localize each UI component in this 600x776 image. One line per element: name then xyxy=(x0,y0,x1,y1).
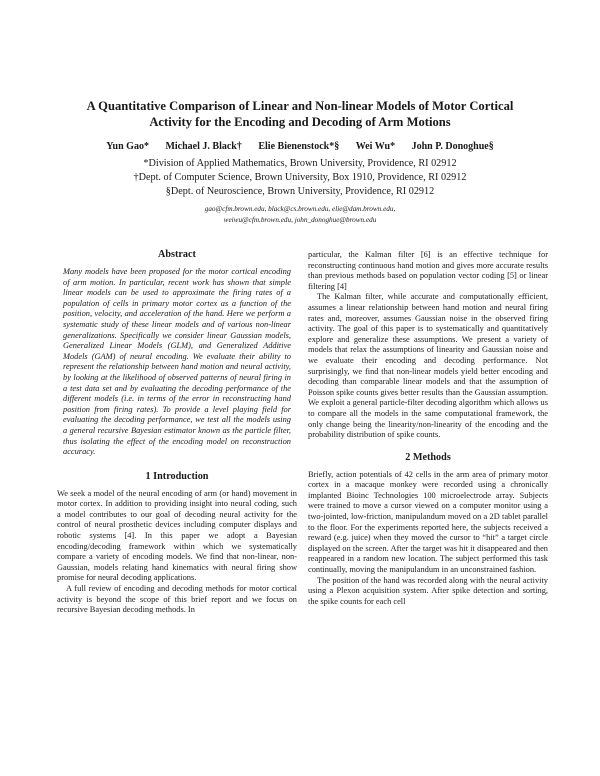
title-line-2: Activity for the Encoding and Decoding of Arm Motions xyxy=(149,115,451,129)
methods-heading: 2 Methods xyxy=(405,451,451,463)
introduction-paragraph: A full review of encoding and decoding methods for motor cortical activity is beyond the scope of this brief report and we focus on recursive Bayesian decoding methods. In xyxy=(57,584,297,615)
body-paragraph: particular, the Kalman filter [6] is an effective technique for reconstructing continuous hand motion and gives more accurate results than previous methods based on population vector coding [5] or linear filtering [4] xyxy=(308,250,548,291)
methods-paragraph: The position of the hand was recorded along with the neural activity using a Plexon acquisition system. After spike detection and sorting, the spike counts for each cell xyxy=(308,575,548,606)
author: Michael J. Black† xyxy=(165,141,242,152)
affiliation: §Dept. of Neuroscience, Brown University, Providence, RI 02912 xyxy=(165,186,435,197)
right-column xyxy=(308,250,548,607)
abstract-heading: Abstract xyxy=(158,249,196,260)
author: Elie Bienenstock*§ xyxy=(258,141,340,152)
author: Yun Gao* xyxy=(106,141,149,152)
left-column xyxy=(57,248,297,616)
author: Wei Wu* xyxy=(355,141,396,152)
body-paragraph: The Kalman filter, while accurate and computationally efficient, assumes a linear relationship between hand motion and neural firing rates and, moreover, assumes Gaussian noise in the observed firing activity. The goal of this paper is to systematically and quantitatively explore and generalize these assumptions. We present a variety of models that relax the assumptions of linearity and Gaussian noise and we evaluate their encoding and decoding performance. Not surprisingly, we find that non-linear models yield better encoding and decoding than comparable linear models and that the assumption of Poisson spike counts gives better results than the Gaussian assumption. We exploit a general particle-filter decoding algorithm which allows us to compare all the models in the same computational framework, the only change being the linearity/non-linearity of the encoding and the probability distribution of spike counts. xyxy=(308,292,548,440)
introduction-heading: 1 Introduction xyxy=(145,470,209,482)
introduction-paragraph: We seek a model of the neural encoding of arm (or hand) movement in motor cortex. In addition to providing insight into neural coding, such a model contributes to our goal of decoding neural activity for the control of neural prosthetic devices including computer displays and robotic systems [4]. In this paper we adopt a Bayesian encoding/decoding framework within which we systematically compare a variety of encoding models. We find that non-linear, non-Gaussian, models relating hand kinematics with neural firing show promise for neural decoding applications. xyxy=(57,488,297,583)
affiliations xyxy=(40,157,560,199)
email-line-2: weiwu@cfm.brown.edu, john_donoghue@brown.edu xyxy=(223,216,377,224)
abstract-text: Many models have been proposed for the motor cortical encoding of arm motion. In particular, recent work has shown that simple linear models can be used to approximate the firing rates of a population of cells in primary motor cortex as a function of the position, velocity, and acceleration of the hand. Here we perform a systematic study of these linear models and of various non-linear generalizations. Specifically we consider linear Gaussian models, Generalized Linear Models (GLM), and Generalized Additive Models (GAM) of neural encoding. We evaluate their ability to represent the relationship between hand motion and neural activity, by looking at the likelihood of observed patterns of neural firing in a test data set and by evaluating the decoding performance of the different models (i.e. in terms of the error in reconstructing hand position from firing rates). To provide a level playing field for evaluating the decoding performance, we test all the models using a general recursive Bayesian estimator known as the particle filter, thus isolating the effect of the encoding model on reconstruction accuracy. xyxy=(63,267,291,457)
affiliation: †Dept. of Computer Science, Brown University, Box 1910, Providence, RI 02912 xyxy=(133,172,467,183)
affiliation: *Division of Applied Mathematics, Brown University, Providence, RI 02912 xyxy=(143,158,457,169)
author: John P. Donoghue§ xyxy=(411,141,494,152)
section-gap xyxy=(308,441,548,451)
paper-title xyxy=(40,98,560,130)
email-line-1: gao@cfm.brown.edu, black@cs.brown.edu, elie@dam.brown.edu, xyxy=(204,205,396,213)
author-list xyxy=(40,140,560,153)
title-line-1: A Quantitative Comparison of Linear and Non-linear Models of Motor Cortical xyxy=(86,99,514,113)
methods-paragraph: Briefly, action potentials of 42 cells in the arm area of primary motor cortex in a macaque monkey were recorded using a chronically implanted Bioinc Technologies 100 microelectrode array. Subjects were trained to move a cursor viewed on a computer monitor using a two-jointed, low-friction, manipulandum moved on a 2D tablet parallel to the floor. For the experiments reported here, the subjects received a reward (e.g. juice) when they moved the cursor to “hit” a target circle displayed on the screen. After the target was hit it disappeared and then reappeared in a random new location. The subject performed this task continually, moving the manipulandum in an unconstrained fashion. xyxy=(308,469,548,575)
author-emails xyxy=(40,204,560,226)
